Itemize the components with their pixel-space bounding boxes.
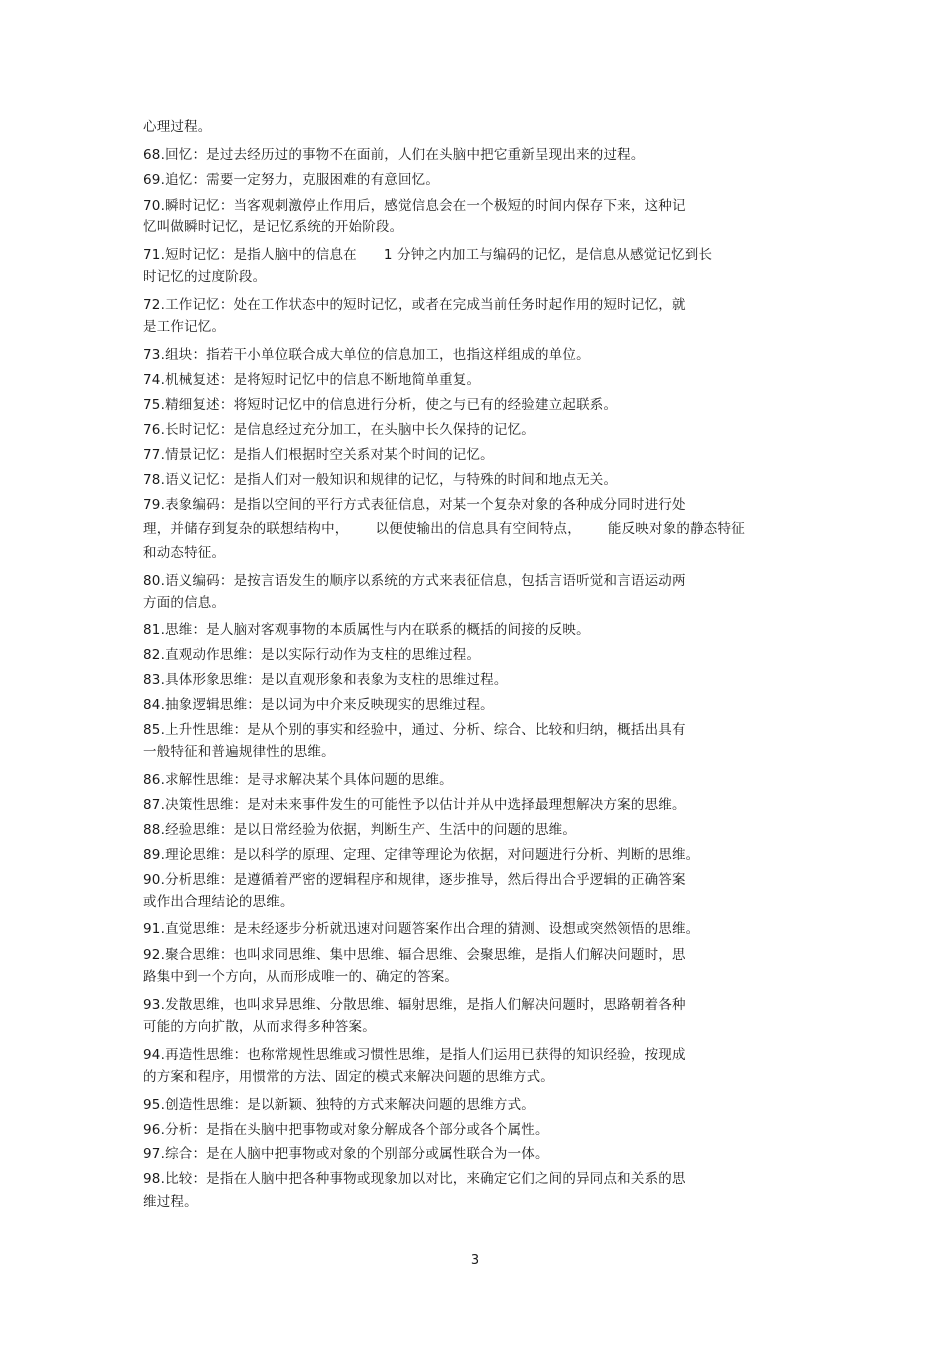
text-line: 78.语义记忆：是指人们对一般知识和规律的记忆，与特殊的时间和地点无关。 [143, 472, 618, 488]
text-line: 87.决策性思维：是对未来事件发生的可能性予以估计并从中选择最理想解决方案的思维。 [143, 797, 686, 813]
text-line: 88.经验思维：是以日常经验为依据，判断生产、生活中的问题的思维。 [143, 822, 577, 838]
text-line: 94.再造性思维：也称常规性思维或习惯性思维，是指人们运用已获得的知识经验，按现成 [143, 1047, 686, 1063]
text-line: 84.抽象逻辑思维：是以词为中介来反映现实的思维过程。 [143, 697, 494, 713]
text-line: 71.短时记忆：是指人脑中的信息在 1 分钟之内加工与编码的记忆，是信息从感觉记忆到长 [143, 247, 713, 263]
text-line: 路集中到一个方向，从而形成唯一的、确定的答案。 [143, 969, 459, 985]
text-line: 忆叫做瞬时记忆，是记忆系统的开始阶段。 [143, 219, 404, 235]
text-line: 可能的方向扩散，从而求得多种答案。 [143, 1019, 376, 1035]
page-number: 3 [470, 1253, 480, 1268]
text-line: 70.瞬时记忆：当客观刺激停止作用后，感觉信息会在一个极短的时间内保存下来，这种记 [143, 198, 686, 214]
text-line: 89.理论思维：是以科学的原理、定理、定律等理论为依据，对问题进行分析、判断的思维。 [143, 847, 700, 863]
text-line: 是工作记忆。 [143, 319, 226, 335]
text-line: 83.具体形象思维：是以直观形象和表象为支柱的思维过程。 [143, 672, 508, 688]
text-line: 92.聚合思维：也叫求同思维、集中思维、辐合思维、会聚思维，是指人们解决问题时，思 [143, 947, 686, 963]
text-line: 或作出合理结论的思维。 [143, 894, 294, 910]
text-line: 68.回忆：是过去经历过的事物不在面前，人们在头脑中把它重新呈现出来的过程。 [143, 147, 645, 163]
text-line: 74.机械复述：是将短时记忆中的信息不断地简单重复。 [143, 372, 481, 388]
text-line: 79.表象编码：是指以空间的平行方式表征信息，对某一个复杂对象的各种成分同时进行处 [143, 497, 686, 513]
text-line: 理，并储存到复杂的联想结构中， 以便使输出的信息具有空间特点， 能反映对象的静态特征 [143, 521, 745, 537]
text-line: 80.语义编码：是按言语发生的顺序以系统的方式来表征信息，包括言语听觉和言语运动两 [143, 573, 686, 589]
text-line: 心理过程。 [143, 119, 212, 135]
text-line: 93.发散思维，也叫求异思维、分散思维、辐射思维，是指人们解决问题时，思路朝着各种 [143, 997, 686, 1013]
text-line: 90.分析思维：是遵循着严密的逻辑程序和规律，逐步推导，然后得出合乎逻辑的正确答案 [143, 872, 686, 888]
text-line: 77.情景记忆：是指人们根据时空关系对某个时间的记忆。 [143, 447, 494, 463]
text-line: 时记忆的过度阶段。 [143, 269, 267, 285]
text-line: 一般特征和普遍规律性的思维。 [143, 744, 335, 760]
text-line: 85.上升性思维：是从个别的事实和经验中，通过、分析、综合、比较和归纳，概括出具有 [143, 722, 686, 738]
text-line: 96.分析：是指在头脑中把事物或对象分解成各个部分或各个属性。 [143, 1122, 549, 1138]
text-line: 和动态特征。 [143, 545, 226, 561]
text-line: 98.比较：是指在人脑中把各种事物或现象加以对比，来确定它们之间的异同点和关系的思 [143, 1171, 686, 1187]
text-line: 97.综合：是在人脑中把事物或对象的个别部分或属性联合为一体。 [143, 1146, 549, 1162]
text-line: 维过程。 [143, 1194, 198, 1210]
text-line: 73.组块：指若干小单位联合成大单位的信息加工，也指这样组成的单位。 [143, 347, 590, 363]
text-line: 方面的信息。 [143, 595, 226, 611]
text-line: 的方案和程序，用惯常的方法、固定的模式来解决问题的思维方式。 [143, 1069, 554, 1085]
text-line: 69.追忆：需要一定努力，克服困难的有意回忆。 [143, 172, 440, 188]
text-line: 86.求解性思维：是寻求解决某个具体问题的思维。 [143, 772, 453, 788]
text-line: 91.直觉思维：是未经逐步分析就迅速对问题答案作出合理的猜测、设想或突然领悟的思维。 [143, 921, 700, 937]
text-line: 95.创造性思维：是以新颖、独特的方式来解决问题的思维方式。 [143, 1097, 535, 1113]
text-line: 75.精细复述：将短时记忆中的信息进行分析，使之与已有的经验建立起联系。 [143, 397, 618, 413]
text-line: 81.思维：是人脑对客观事物的本质属性与内在联系的概括的间接的反映。 [143, 622, 590, 638]
text-line: 82.直观动作思维：是以实际行动作为支柱的思维过程。 [143, 647, 481, 663]
text-line: 72.工作记忆：处在工作状态中的短时记忆，或者在完成当前任务时起作用的短时记忆，就 [143, 297, 686, 313]
text-line: 76.长时记忆：是信息经过充分加工，在头脑中长久保持的记忆。 [143, 422, 535, 438]
